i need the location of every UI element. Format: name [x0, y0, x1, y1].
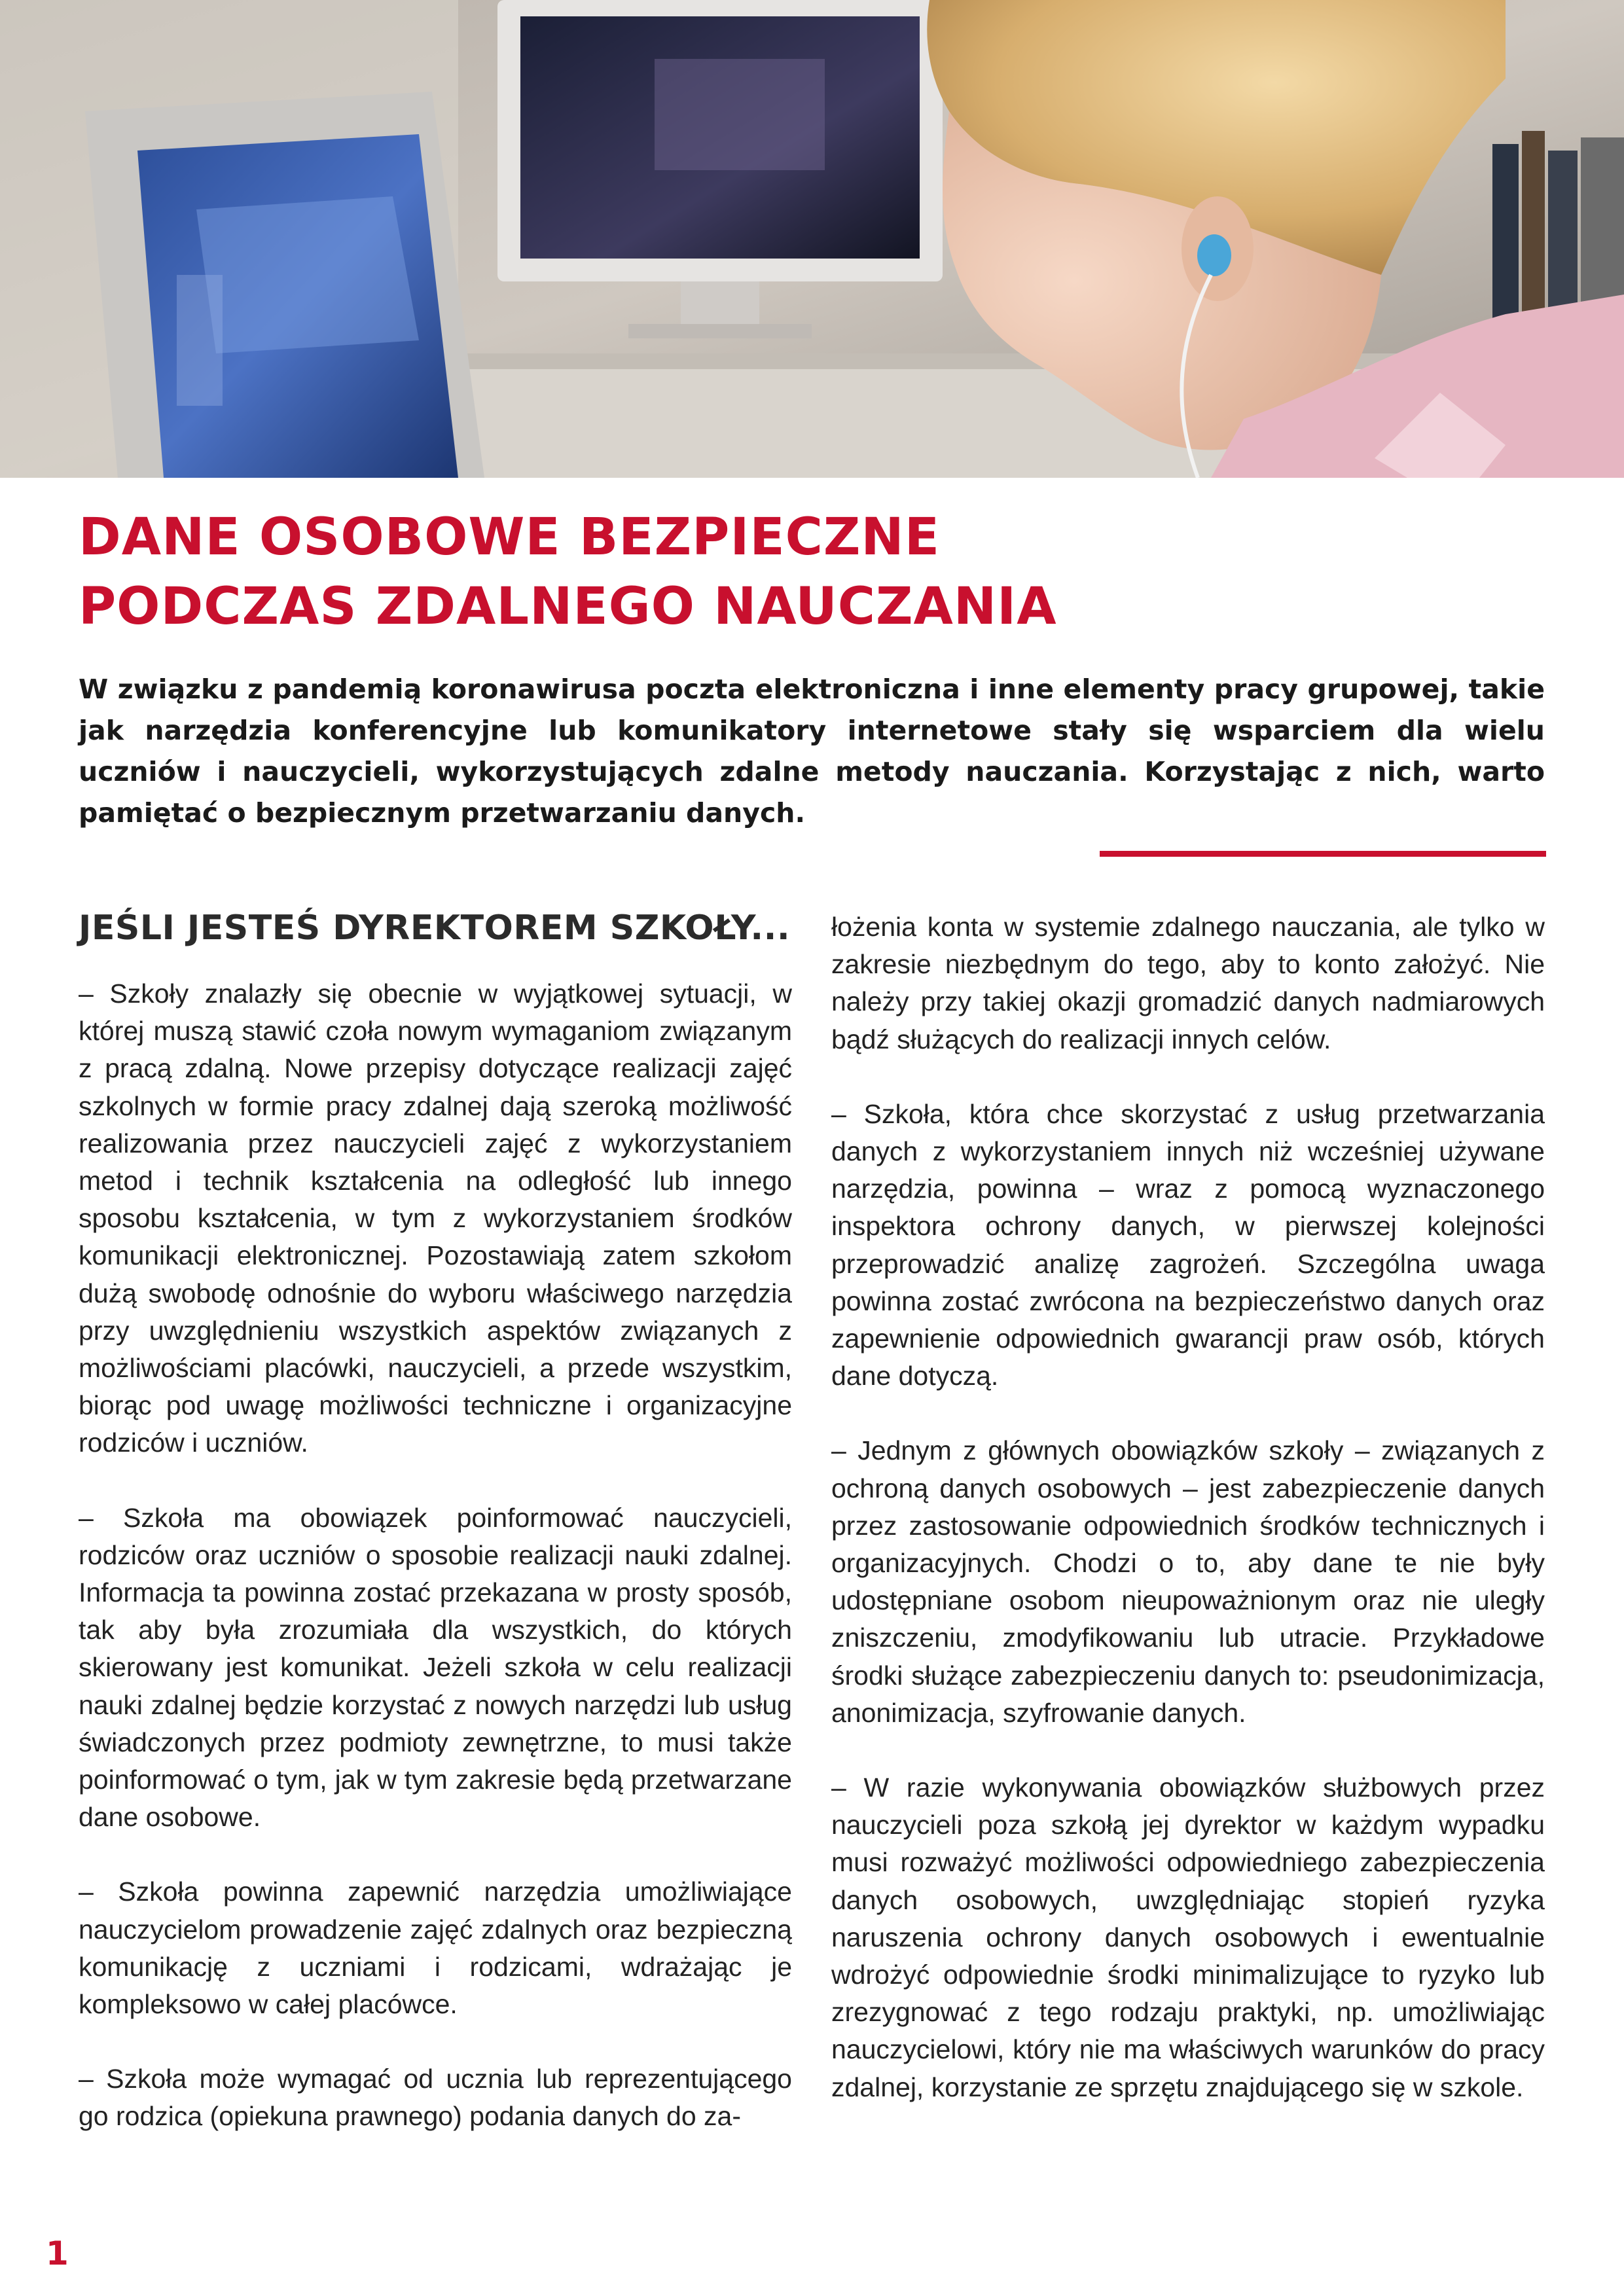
right-column [831, 908, 1545, 2106]
accent-divider [1100, 851, 1546, 857]
header-photo [0, 0, 1624, 478]
page-title [79, 503, 1545, 641]
left-column [79, 908, 792, 2136]
title-line-1: DANE OSOBOWE BEZPIECZNE [79, 508, 940, 567]
body-paragraph: – Szkoła ma obowiązek poinformować nauczycieli, rodziców oraz uczniów o sposobie realizacji nauki zdalnej. Informacja ta powinna zostać przekazana w prosty sposób, tak aby była zrozumiała dla wszystkich, do których skierowany jest komunikat. Jeżeli szkoła w celu realizacji nauki zdalnej będzie korzystać z nowych narzędzi lub usług świadczonych przez podmioty zewnętrzne, to musi także poinformować o tym, jak w tym zakresie będą przetwarzane dane osobowe. [79, 1502, 792, 1833]
child-at-computer-illustration [0, 0, 1624, 478]
body-paragraph: – Szkoła powinna zapewnić narzędzia umożliwiające nauczycielom prowadzenie zajęć zdalnych oraz bezpieczną komunikację z uczniami i rodzicami, wdrażając je kompleksowo w całej placówce. [79, 1876, 792, 2020]
lead-paragraph: W związku z pandemią koronawirusa poczta elektroniczna i inne elementy pracy grupowej, takie jak narzędzia konferencyjne lub komunikatory internetowe stały się wsparciem dla wielu uczniów i nauczycieli, wykorzystujących zdalne metody nauczania. Korzystając z nich, warto pamiętać o bezpiecznym przetwarzaniu danych. [79, 673, 1545, 829]
page-number: 1 [46, 2234, 69, 2272]
section-heading: JEŚLI JESTEŚ DYREKTOREM SZKOŁY... [79, 908, 791, 948]
body-paragraph: – Jednym z głównych obowiązków szkoły – związanych z ochroną danych osobowych – jest zabezpieczenie danych przez zastosowanie odpowiednich środków technicznych i organizacyjnych. Chodzi o to, aby dane te nie były udostępniane osobom nieupoważnionym oraz nie uległy zniszczeniu, zmodyfikowaniu lub utracie. Przykładowe środki służące zabezpieczeniu danych to: pseudonimizacja, anonimizacja, szyfrowanie danych. [831, 1435, 1545, 1728]
body-paragraph: – Szkoły znalazły się obecnie w wyjątkowej sytuacji, w której muszą stawić czoła nowym wymaganiom związanym z pracą zdalną. Nowe przepisy dotyczące realizacji zajęć szkolnych w formie pracy zdalnej dają szeroką możliwość realizowania przez nauczycieli zajęć z wykorzystaniem metod i technik kształcenia na odległość lub innego sposobu kształcenia, w tym z wykorzystaniem środków komunikacji elektronicznej. Pozostawiają zatem szkołom dużą swobodę odnośnie do wyboru właściwego narzędzia przy uwzględnieniu wszystkich aspektów związanych z możliwościami placówki, nauczycieli, a przede wszystkim, biorąc pod uwagę możliwości techniczne i organizacyjne rodziców i uczniów. [79, 978, 792, 1458]
title-line-2: PODCZAS ZDALNEGO NAUCZANIA [79, 577, 1057, 636]
body-paragraph: łożenia konta w systemie zdalnego nauczania, ale tylko w zakresie niezbędnym do tego, aby to konto założyć. Nie należy przy takiej okazji gromadzić danych nadmiarowych bądź służących do realizacji innych celów. [831, 912, 1545, 1054]
body-paragraph: – W razie wykonywania obowiązków służbowych przez nauczycieli poza szkołą jej dyrektor w każdym wypadku musi rozważyć możliwości odpowiedniego zabezpieczenia danych osobowych, uwzględniając stopień ryzyka naruszenia ochrony danych osobowych i ewentualnie wdrożyć odpowiednie środki minimalizujące to ryzyko lub zrezygnować z tego rodzaju praktyki, np. umożliwiając nauczycielowi, który nie ma właściwych warunków do pracy zdalnej, korzystanie ze sprzętu znajdującego się w szkole. [831, 1772, 1545, 2102]
body-paragraph: – Szkoła, która chce skorzystać z usług przetwarzania danych z wykorzystaniem innych niż wcześniej używane narzędzia, powinna – wraz z pomocą wyznaczonego inspektora ochrony danych, w pierwszej kolejności przeprowadzić analizę zagrożeń. Szczególna uwaga powinna zostać zwrócona na bezpieczeństwo danych oraz zapewnienie odpowiednich gwarancji praw osób, których dane dotyczą. [831, 1098, 1545, 1391]
body-paragraph: – Szkoła może wymagać od ucznia lub reprezentującego go rodzica (opiekuna prawnego) podania danych do za- [79, 2064, 792, 2132]
